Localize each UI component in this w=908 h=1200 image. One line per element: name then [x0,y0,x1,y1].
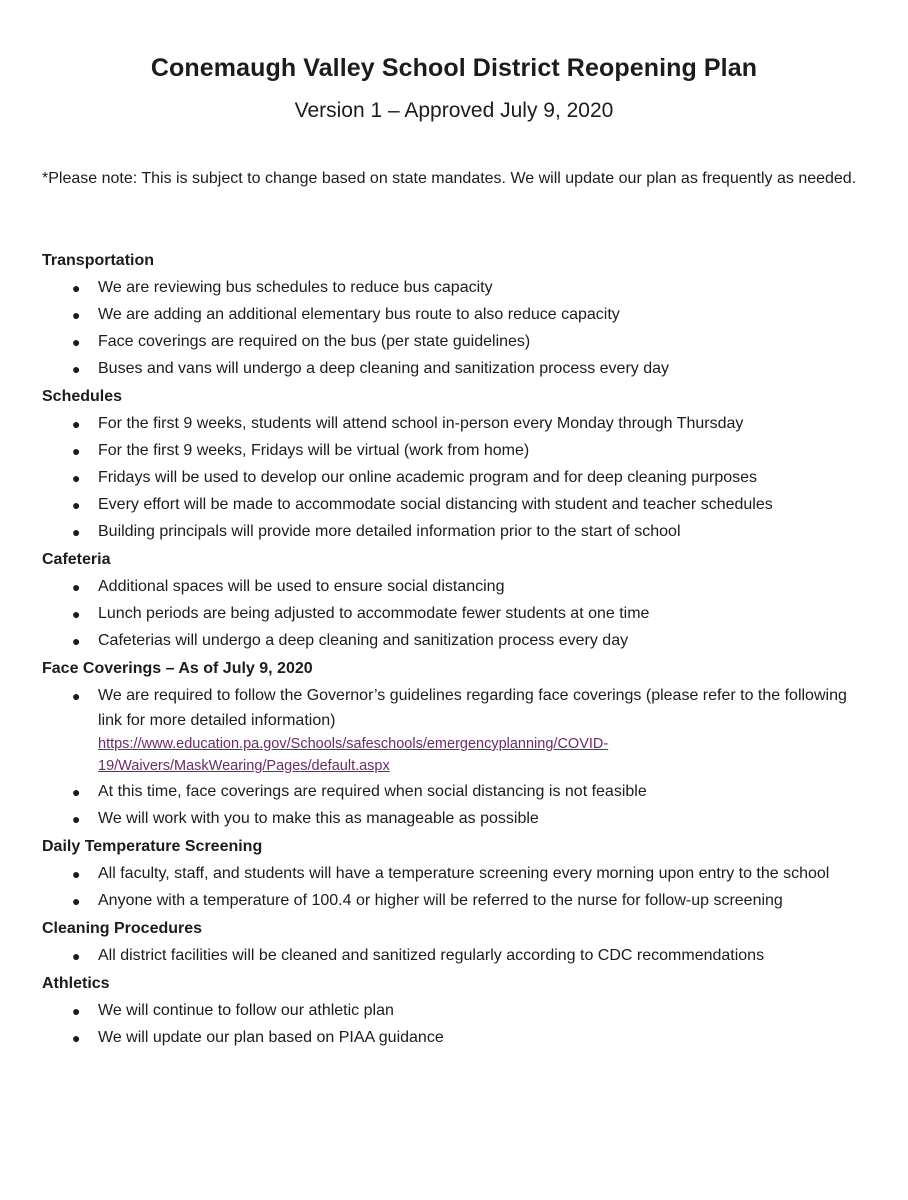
list-item [42,412,872,437]
list-item [42,602,872,627]
list-item-text: For the first 9 weeks, students will attend school in-person every Monday through Thursday [98,415,744,432]
list-item-text: Cafeterias will undergo a deep cleaning and sanitization process every day [98,632,629,649]
list-item [42,862,872,887]
list-item [42,520,872,545]
guidelines-link[interactable] [98,733,872,777]
bullet-list [42,575,872,654]
bullet-list [42,999,872,1051]
section-face-coverings [42,656,872,831]
section-transportation [42,248,872,382]
list-item-text: For the first 9 weeks, Fridays will be virtual (work from home) [98,442,530,459]
list-item-text: Face coverings are required on the bus (per state guidelines) [98,333,531,350]
section-heading: Transportation [42,252,155,269]
section-heading: Cleaning Procedures [42,919,203,937]
list-item-text: Buses and vans will undergo a deep cleaning and sanitization process every day [98,360,670,377]
section-heading: Schedules [42,388,123,405]
list-item [42,276,872,301]
list-item-text: Building principals will provide more detailed information prior to the start of school [98,523,681,540]
section-heading: Daily Temperature Screening [42,837,263,855]
bullet-icon: ● [72,307,81,323]
list-item [42,889,872,914]
bullet-icon: ● [72,892,81,909]
bullet-list [42,862,872,914]
list-item-text: All district facilities will be cleaned and sanitized regularly according to CDC recommendations [98,946,765,964]
bullet-list [42,412,872,545]
bullet-list [42,684,872,831]
bullet-icon: ● [72,633,81,649]
bullet-list [42,276,872,382]
bullet-icon: ● [72,1029,81,1046]
list-item [42,575,872,600]
list-item-text: Fridays will be used to develop our online academic program and for deep cleaning purposes [98,469,758,486]
section-heading: Face Coverings – As of July 9, 2020 [42,660,313,677]
list-item [42,330,872,355]
disclaimer-note: *Please note: This is subject to change based on state mandates. We will update our plan as frequently as needed. [42,170,857,187]
section-schedules [42,384,872,545]
section-heading: Athletics [42,974,110,992]
bullet-icon: ● [72,783,81,800]
bullet-icon: ● [72,606,81,622]
bullet-icon: ● [72,688,81,704]
list-item-text: We are adding an additional elementary bus route to also reduce capacity [98,306,620,323]
plan-content [42,248,872,1053]
list-item-text: We will continue to follow our athletic plan [98,1001,394,1019]
list-item-text: We will work with you to make this as manageable as possible [98,809,539,827]
bullet-icon: ● [72,810,81,827]
list-item [42,466,872,491]
list-item-text: We are required to follow the Governor’s guidelines regarding face coverings (please refer to the following link for more detailed information) [98,687,847,729]
list-item [42,439,872,464]
section-cafeteria [42,547,872,654]
bullet-icon: ● [72,497,81,513]
document-subtitle: Version 1 – Approved July 9, 2020 [294,99,614,122]
list-item [42,807,872,832]
list-item-text: At this time, face coverings are required when social distancing is not feasible [98,782,647,800]
list-item-text: All faculty, staff, and students will have a temperature screening every morning upon entry to the school [98,864,830,882]
list-item [42,780,872,805]
bullet-icon: ● [72,416,81,432]
list-item [42,1026,872,1051]
section-cleaning-procedures [42,916,872,969]
list-item [42,357,872,382]
bullet-icon: ● [72,334,81,350]
section-heading: Cafeteria [42,551,111,568]
list-item-text: We will update our plan based on PIAA guidance [98,1028,444,1046]
bullet-icon: ● [72,470,81,486]
link-line-2[interactable]: 19/Waivers/MaskWearing/Pages/default.aspx [98,758,390,774]
document-title: Conemaugh Valley School District Reopening Plan [150,54,758,82]
list-item [42,629,872,654]
list-item [42,303,872,328]
bullet-icon: ● [72,524,81,540]
list-item [42,493,872,518]
section-temperature-screening [42,834,872,914]
list-item [42,999,872,1024]
bullet-list [42,944,872,969]
list-item-text: Every effort will be made to accommodate social distancing with student and teacher schedules [98,496,773,513]
list-item-text: Additional spaces will be used to ensure social distancing [98,578,505,595]
bullet-icon: ● [72,865,81,882]
list-item [42,684,872,777]
bullet-icon: ● [72,579,81,595]
bullet-icon: ● [72,280,81,296]
list-item-text: Anyone with a temperature of 100.4 or higher will be referred to the nurse for follow-up screening [98,891,783,909]
bullet-icon: ● [72,1002,81,1019]
bullet-icon: ● [72,947,81,964]
link-line-1[interactable]: https://www.education.pa.gov/Schools/safeschools/emergencyplanning/COVID- [98,736,609,752]
bullet-icon: ● [72,443,81,459]
section-athletics [42,971,872,1051]
list-item-text: Lunch periods are being adjusted to accommodate fewer students at one time [98,605,650,622]
bullet-icon: ● [72,361,81,377]
list-item-text: We are reviewing bus schedules to reduce bus capacity [98,279,493,296]
list-item [42,944,872,969]
